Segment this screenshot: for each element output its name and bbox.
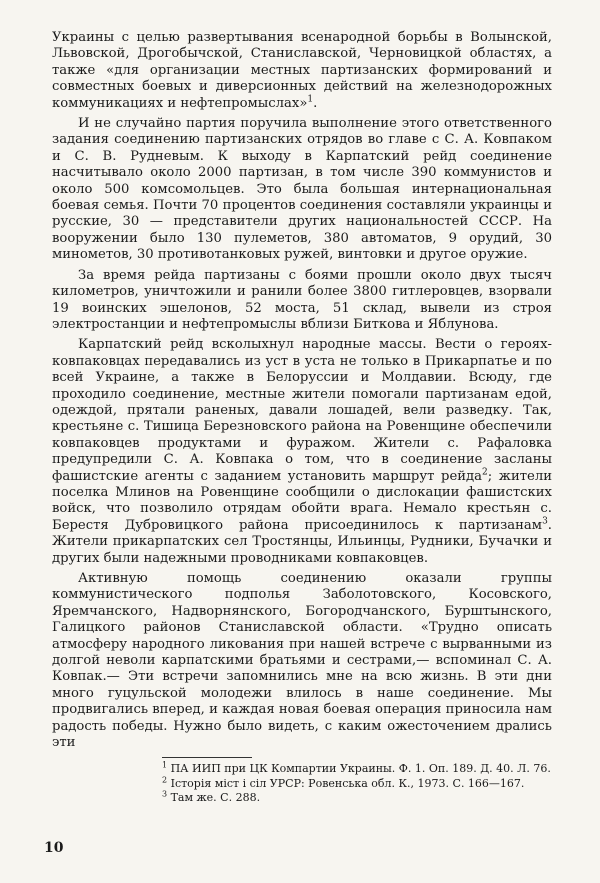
footnote-ref-1: 1 (307, 94, 314, 105)
paragraph-1: Украины с целью развертывания всенародной борьбы в Волынской, Львовской, Дрогобычской, Станиславской, Черновицкой областях, а также «для организации местных партизанских формирований и совместных боевых и диверсионных действий на железнодорожных коммуникациях и нефтепромыслах»$^1$. (52, 30, 552, 111)
footnote: $^3$ Там же. С. 288. (162, 789, 261, 805)
footnote: $^1$ ПА ИИП при ЦК Компартии Украины. Ф. 1. Оп. 189. Д. 40. Л. 76. (162, 760, 551, 776)
footnote-ref-2: 2 (482, 467, 488, 478)
paragraph-2: И не случайно партия поручила выполнение этого ответственного задания соединению партизанских отрядов во главе с С. А. Ковпаком и С. В. Рудневым. К выходу в Карпатский рейд соединение насчитывало около 2000 партизан, в том числе 390 коммунистов и около 500 комсомольцев. Это была большая интернациональная боевая семья. Почти 70 процентов соединения составляли украинцы и русские, 30 — представители других национальностей СССР. На вооружении было 130 пулеметов, 380 автоматов, 9 орудий, 30 минометов, 30 противотанковых ружей, винтовки и другое оружие. (52, 116, 552, 263)
footnote-divider (162, 757, 252, 758)
footnote: $^2$ Історія міст і сіл УРСР: Ровенська обл. К., 1973. С. 166—167. (162, 775, 525, 790)
page-body (52, 30, 552, 806)
footnote-ref-3: 3 (542, 516, 548, 527)
paragraph-3: За время рейда партизаны с боями прошли около двух тысяч километров, уничтожили и ранили более 3800 гитлеровцев, взорвали 19 воинских эшелонов, 52 моста, 51 склад, вывели из строя электростанции и нефтепромыслы вблизи Биткова и Яблунова. (52, 267, 552, 332)
footnotes (162, 762, 552, 805)
page-number: 10 (44, 840, 64, 856)
paragraph-4: Карпатский рейд всколыхнул народные массы. Вести о героях-ковпаковцах передавались из уст в уста не только в Прикарпатье и по всей Украине, а также в Белоруссии и Молдавии. Всюду, где проходило соединение, местные жители помогали партизанам едой, одеждой, прятали раненых, давали лошадей, вели разведку. Так, крестьяне с. Тишица Березновского района на Ровенщине обеспечили ковпаковцев продуктами и фуражом. Жители с. Рафаловка предупредили С. А. Ковпака о том, что в соединение засланы фашистские агенты с заданием установить маршрут рейда$^2$; жители поселка Млинов на Ровенщине сообщили о дислокации фашистских войск, что позволило отрядам обойти врага. Немало крестьян с. Берестя Дубровицкого района присоединилось к партизанам$^3$. Жители прикарпатских сел Тростянцы, Ильинцы, Рудники, Бучачки и других были надежными проводниками ковпаковцев. (52, 337, 552, 566)
paragraph-5: Активную помощь соединению оказали группы коммунистического подполья Заболотовского, Косовского, Яремчанского, Надворнянского, Богородчанского, Бурштынского, Галицкого районов Станиславской области. «Трудно описать атмосферу народного ликования при нашей встрече с вырванными из долгой неволи карпатскими братьями и сестрами,— вспоминал С. А. Ковпак.— Эти встречи запомнились мне на всю жизнь. В эти дни много гуцульской молодежи влилось в наше соединение. Мы продвигались вперед, и каждая новая боевая операция приносила нам радость победы. Нужно было видеть, с каким ожесточением дрались эти (52, 571, 552, 751)
